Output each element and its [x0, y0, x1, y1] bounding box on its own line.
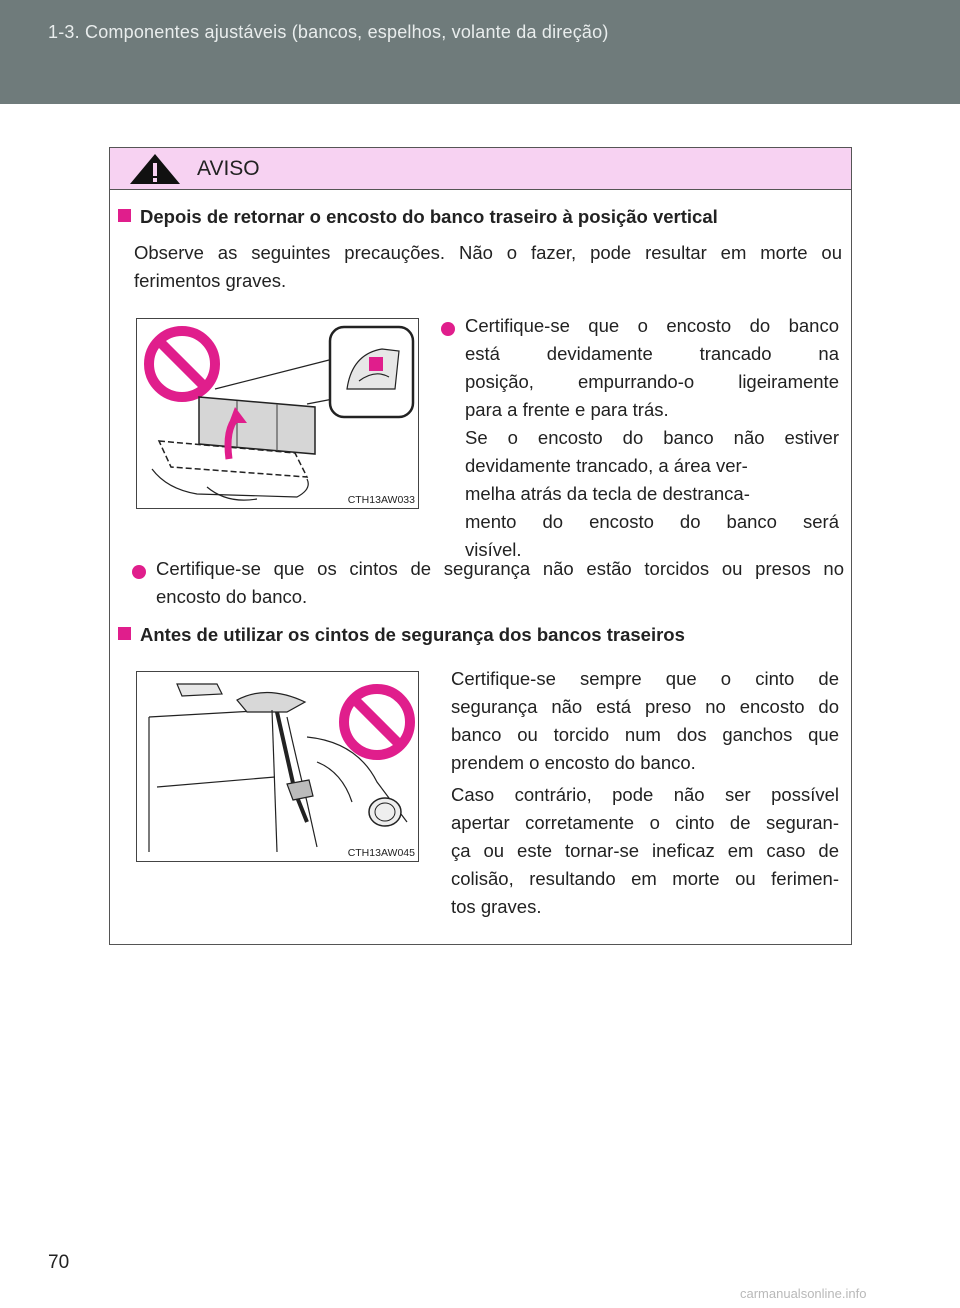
bullet1-line: está devidamente trancado na [465, 343, 839, 364]
section1-heading-text: Depois de retornar o encosto do banco traseiro à posição vertical [140, 206, 718, 227]
chapter-header-bar [0, 0, 960, 104]
intro-line: ferimentos graves. [134, 270, 287, 291]
warning-header [110, 148, 851, 190]
intro-line: Observe as seguintes precauções. Não o fazer, pode resultar em morte ou [134, 242, 842, 263]
para2-line: apertar corretamente o cinto de seguran- [451, 812, 839, 833]
section-title: 1-3. Componentes ajustáveis (bancos, espelhos, volante da direção) [48, 22, 609, 42]
watermark: carmanualsonline.info [740, 1286, 867, 1301]
section1-intro [134, 239, 842, 295]
seat-belt-illustration [137, 672, 418, 861]
bullet1-line: devidamente trancado, a área ver- [465, 455, 748, 476]
square-bullet-icon [118, 209, 131, 222]
round-bullet-icon [132, 565, 146, 579]
section2-heading-text: Antes de utilizar os cintos de segurança dos bancos traseiros [140, 624, 685, 645]
figure-rear-seat [136, 318, 419, 509]
para2-line: colisão, resultando em morte ou ferimen- [451, 868, 839, 889]
rear-seat-illustration [137, 319, 418, 508]
bullet2-line: Certifique-se que os cintos de segurança não estão torcidos ou presos no [156, 558, 844, 579]
para2-line: tos graves. [451, 896, 542, 917]
bullet1-line: visível. [465, 539, 522, 560]
para1-line: prendem o encosto do banco. [451, 752, 696, 773]
para1-line: banco ou torcido num dos ganchos que [451, 724, 839, 745]
warning-title: AVISO [197, 157, 260, 180]
bullet2-text [156, 555, 844, 611]
section2-heading [118, 624, 685, 646]
para1-line: Certifique-se sempre que o cinto de [451, 668, 839, 689]
bullet1-line: para a frente e para trás. [465, 399, 669, 420]
figure-code: CTH13AW045 [347, 847, 415, 859]
bullet1-line: posição, empurrando-o ligeiramente [465, 371, 839, 392]
warning-triangle-icon [127, 152, 183, 186]
warning-box [109, 147, 852, 945]
para2-line: ça ou este tornar-se ineficaz em caso de [451, 840, 839, 861]
figure-code: CTH13AW033 [347, 494, 415, 506]
page-number: 70 [48, 1252, 70, 1273]
bullet1-text [465, 312, 839, 564]
bullet1-line: Certifique-se que o encosto do banco [465, 315, 839, 336]
bullet2-line: encosto do banco. [156, 586, 308, 607]
figure-seat-belt [136, 671, 419, 862]
bullet1-line: Se o encosto do banco não estiver [465, 427, 839, 448]
para1-line: segurança não está preso no encosto do [451, 696, 839, 717]
bullet1-line: mento do encosto do banco será [465, 511, 839, 532]
bullet1-line: melha atrás da tecla de destranca- [465, 483, 750, 504]
round-bullet-icon [441, 322, 455, 336]
square-bullet-icon [118, 627, 131, 640]
section1-heading [118, 206, 718, 228]
para2-line: Caso contrário, pode não ser possível [451, 784, 839, 805]
section2-para1 [451, 665, 839, 777]
section2-para2 [451, 781, 839, 921]
